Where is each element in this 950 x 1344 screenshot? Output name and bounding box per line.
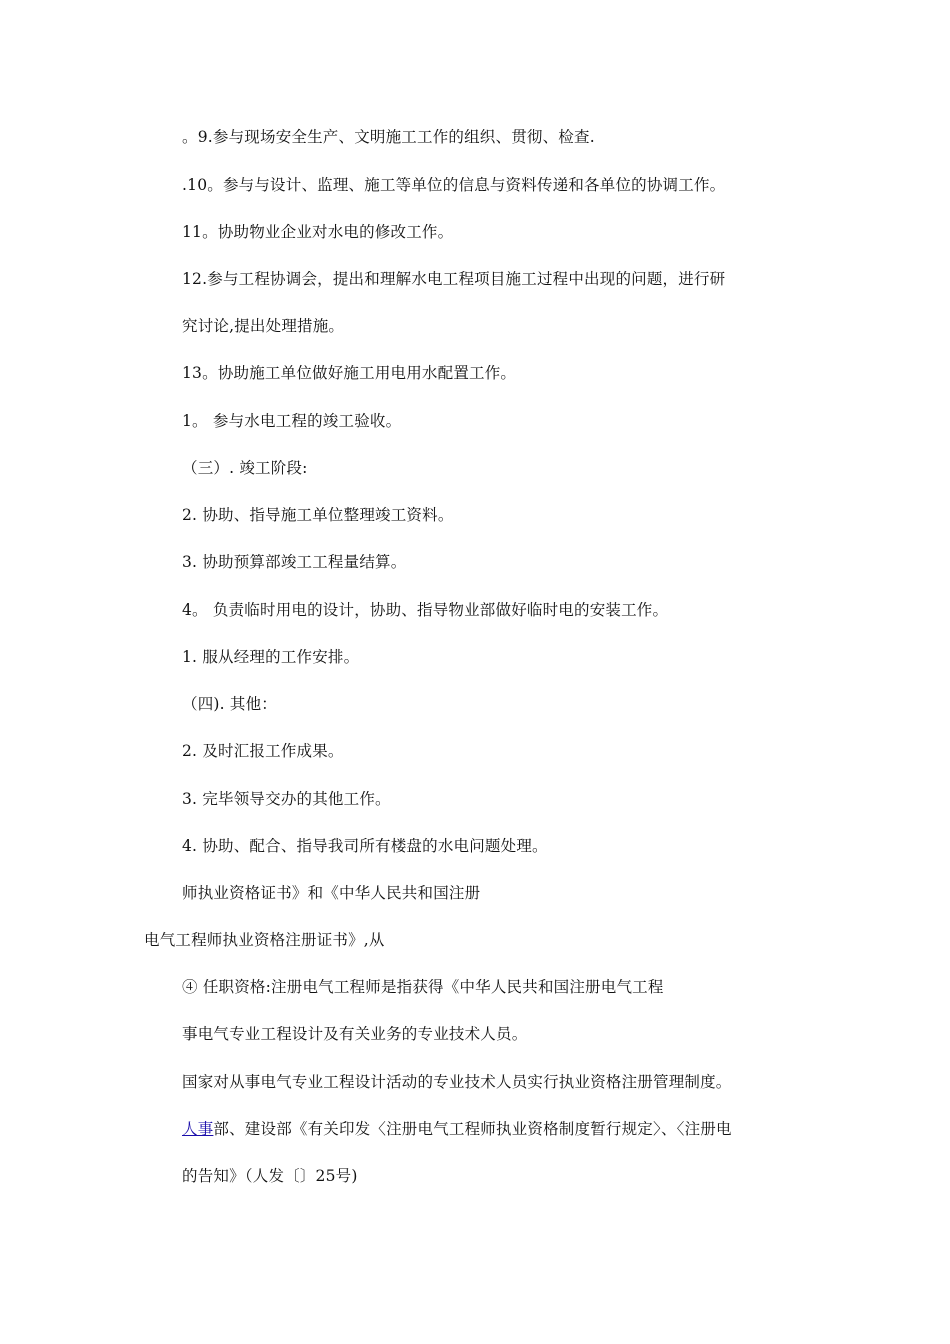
text-line: 4. 协助、配合、指导我司所有楼盘的水电问题处理。 <box>182 837 548 855</box>
text-line-rest: 部、建设部《有关印发〈注册电气工程师执业资格制度暂行规定〉、〈注册电 <box>213 1120 732 1138</box>
text-line: 究讨论,提出处理措施。 <box>182 317 345 335</box>
text-line: 2. 协助、指导施工单位整理竣工资料。 <box>182 506 454 524</box>
text-line: 3. 协助预算部竣工工程量结算。 <box>182 553 407 571</box>
text-line: 13。协助施工单位做好施工用电用水配置工作。 <box>182 364 517 382</box>
text-line: 1。 参与水电工程的竣工验收。 <box>182 412 402 430</box>
text-line: 3. 完毕领导交办的其他工作。 <box>182 790 391 808</box>
section-heading: （四). 其他： <box>182 695 278 713</box>
text-line: ④ 任职资格:注册电气工程师是指获得《中华人民共和国注册电气工程 <box>182 978 664 996</box>
text-line: 11。协助物业企业对水电的修改工作。 <box>182 223 454 241</box>
text-line: 事电气专业工程设计及有关业务的专业技术人员。 <box>182 1025 528 1043</box>
text-line: 4。 负责临时用电的设计，协助、指导物业部做好临时电的安装工作。 <box>182 601 669 619</box>
text-line: 1. 服从经理的工作安排。 <box>182 648 360 666</box>
text-line: .10。参与与设计、监理、施工等单位的信息与资料传递和各单位的协调工作。 <box>182 176 726 194</box>
text-line: 12.参与工程协调会，提出和理解水电工程项目施工过程中出现的问题，进行研 <box>182 270 726 288</box>
text-line: 的告知》（人发〔〕25号) <box>182 1167 358 1185</box>
text-line: 2. 及时汇报工作成果。 <box>182 742 344 760</box>
text-line: 电气工程师执业资格注册证书》,从 <box>144 931 385 949</box>
hyperlink-renshi[interactable]: 人事 <box>182 1120 214 1138</box>
text-line: 。9.参与现场安全生产、文明施工工作的组织、贯彻、检查. <box>182 128 595 146</box>
text-line-with-link <box>182 1119 732 1139</box>
text-line: 师执业资格证书》和《中华人民共和国注册 <box>182 884 481 902</box>
section-heading: （三）. 竣工阶段: <box>182 459 308 477</box>
text-line: 国家对从事电气专业工程设计活动的专业技术人员实行执业资格注册管理制度。 <box>182 1073 732 1091</box>
